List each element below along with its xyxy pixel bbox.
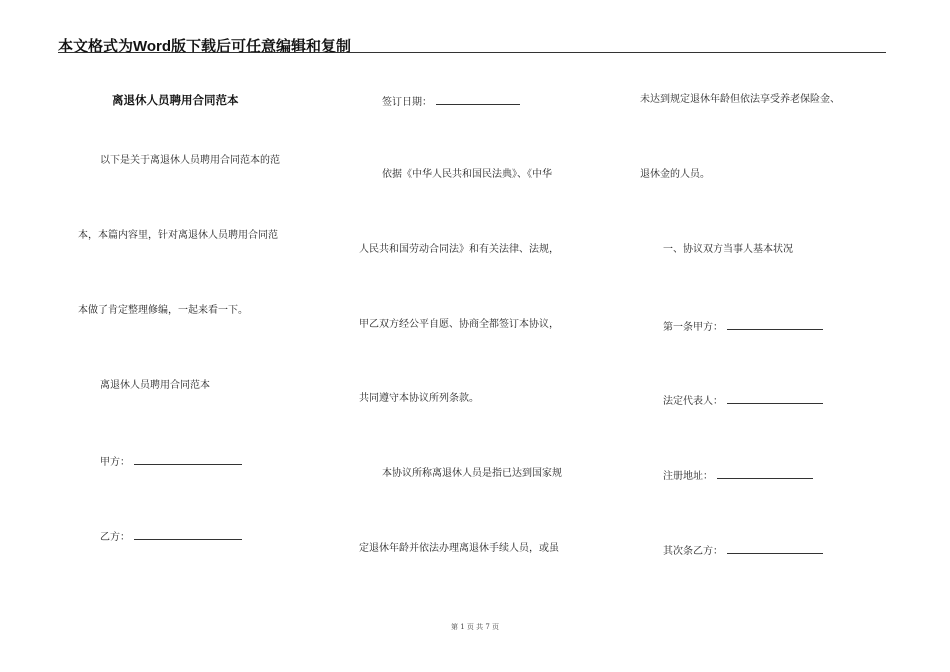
article-1-label: 第一条甲方： xyxy=(663,322,723,333)
legal-rep-line xyxy=(663,392,823,409)
article-1-blank xyxy=(727,318,823,330)
basis-line-2: 人民共和国劳动合同法》和有关法律、法规， xyxy=(359,244,559,255)
definition-line-3: 未达到规定退休年龄但依法享受养老保险金、 xyxy=(640,94,840,105)
legal-rep-label: 法定代表人： xyxy=(663,396,723,407)
definition-line-1: 本协议所称离退休人员是指已达到国家规 xyxy=(382,468,562,479)
definition-line-4: 退休金的人员。 xyxy=(640,169,710,180)
article-1-line xyxy=(663,318,823,335)
intro-line-1: 以下是关于离退休人员聘用合同范本的范 xyxy=(100,155,280,166)
document-header: 本文格式为Word版下载后可任意编辑和复制 xyxy=(58,38,352,55)
intro-line-2: 本，本篇内容里，针对离退休人员聘用合同范 xyxy=(78,230,278,241)
party-a-blank xyxy=(134,453,242,465)
sign-date-label: 签订日期： xyxy=(382,97,432,108)
document-title: 离退休人员聘用合同范本 xyxy=(112,93,239,107)
intro-line-3: 本做了肯定整理修编，一起来看一下。 xyxy=(78,305,248,316)
party-a-label: 甲方： xyxy=(100,457,130,468)
article-2-line xyxy=(663,542,823,559)
address-blank xyxy=(717,467,813,479)
sign-date-blank xyxy=(436,93,520,105)
page-footer: 第 1 页 共 7 页 xyxy=(450,623,500,631)
sign-date-line xyxy=(382,93,520,110)
party-a-line xyxy=(100,453,242,470)
party-b-line xyxy=(100,528,242,545)
basis-line-1: 依据《中华人民共和国民法典》、《中华 xyxy=(382,169,552,180)
section-heading-1: 一、协议双方当事人基本状况 xyxy=(663,244,793,255)
address-label: 注册地址： xyxy=(663,471,713,482)
article-2-blank xyxy=(727,542,823,554)
party-b-label: 乙方： xyxy=(100,532,130,543)
header-rule xyxy=(58,52,886,53)
basis-line-4: 共同遵守本协议所列条款。 xyxy=(359,393,479,404)
contract-subtitle: 离退休人员聘用合同范本 xyxy=(100,380,210,391)
basis-line-3: 甲乙双方经公平自愿、协商全都签订本协议， xyxy=(359,319,559,330)
article-2-label: 其次条乙方： xyxy=(663,546,723,557)
definition-line-2: 定退休年龄并依法办理离退休手续人员，或虽 xyxy=(359,543,559,554)
address-line xyxy=(663,467,813,484)
legal-rep-blank xyxy=(727,392,823,404)
party-b-blank xyxy=(134,528,242,540)
